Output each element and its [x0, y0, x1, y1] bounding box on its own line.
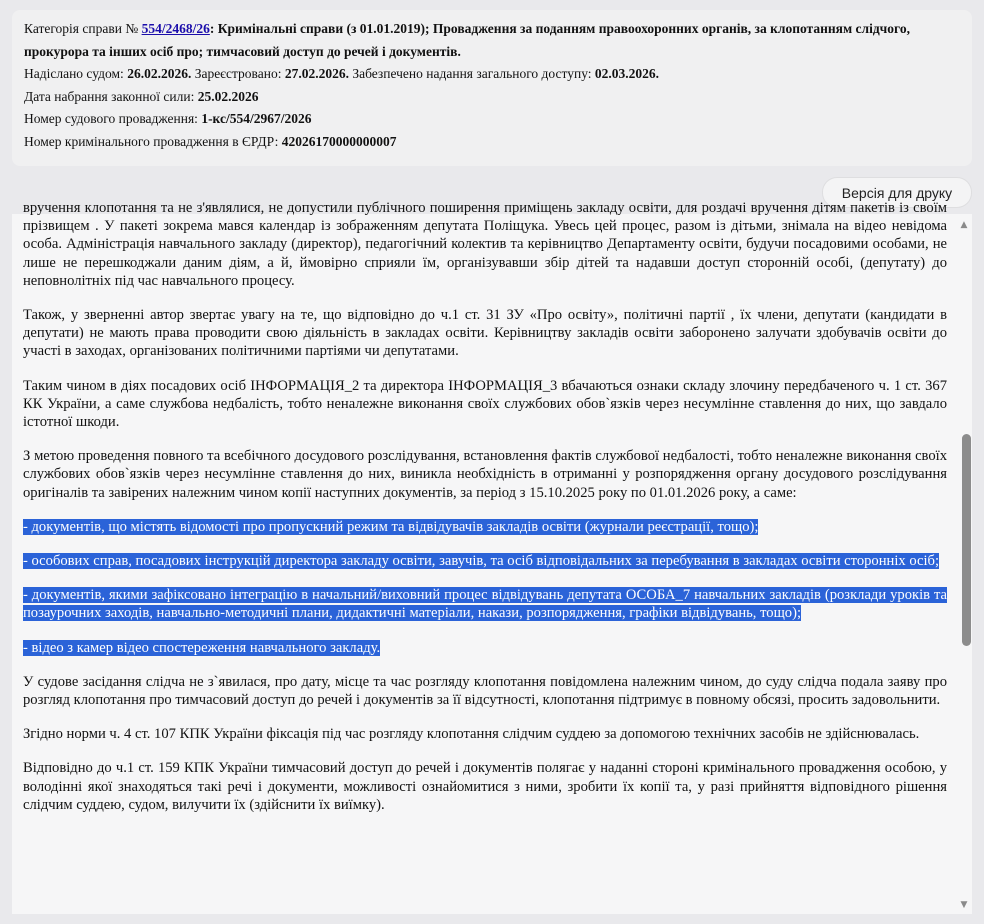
access-date: 02.03.2026.	[594, 66, 660, 81]
category-text-2: прокурора та інших осіб про; тимчасовий доступ до речей і документів.	[24, 43, 461, 59]
sent-label: Надіслано судом:	[24, 66, 128, 81]
paragraph: З метою проведення повного та всебічного досудового розслідування, встановлення фактів службової недбалості, тобто неналежне виконання своїх службових обов`язків через несумлінне ставлення до них, виникла необхідність в отриманні у розпорядження органу досудового розслідування оригіналів та завірених належним чином копії наступних документів, за період з 15.10.2025 року по 01.01.2026 року, а саме:	[23, 448, 947, 501]
dates-line	[24, 63, 960, 86]
proceeding-number-line	[24, 108, 960, 131]
paragraph: Згідно норми ч. 4 ст. 107 КПК України фіксація під час розгляду клопотання слідчим суддею за допомогою технічних засобів не здійснювалась.	[23, 726, 920, 743]
case-number-link[interactable]: 554/2468/26	[141, 21, 210, 36]
case-category-line	[24, 18, 960, 41]
paragraph: Таким чином в діях посадових осіб ІНФОРМАЦІЯ_2 та директора ІНФОРМАЦІЯ_3 вбачаються ознаки складу злочину передбаченого ч. 1 ст. 367 КК України, а саме службова недбалість, тобто неналежне виконання своїх службових обов`язків через несумлінне ставлення до них, що завдало істотної шкоди.	[23, 377, 947, 431]
paragraph: У судове засідання слідча не з`явилася, про дату, місце та час розгляду клопотання повідомлена належним чином, до суду слідча подала заяву про розгляд клопотання про тимчасовий доступ до речей і документів за її відсутності, клопотання підтримує в повному обсязі, просить задовольнити.	[23, 673, 947, 709]
effective-date: 25.02.2026	[197, 88, 259, 104]
category-text: : Кримінальні справи (з 01.01.2019); Провадження за поданням правоохоронних органів, за клопотанням слідчого,	[209, 21, 910, 36]
selected-text: - особових справ, посадових інструкцій директора закладу освіти, завучів, та осіб відповідальних за перебування в закладах освіти сторонніх осіб;	[23, 553, 940, 570]
case-metadata-panel	[12, 10, 972, 166]
registered-date: 27.02.2026.	[284, 66, 349, 81]
paragraph: вручення клопотання та не з'являлися, не допустили публічного поширення приміщень закладу освіти, для роздачі вручення дітям пакетів із своїм прізвищем . У пакеті зокрема мався календар із зображенням депутата Поліщука. Увесь цей процес, разом із дітьми, знімала на відео невідома особа. Адміністрація навчального закладу (директор), педагогічний колектив та керівництво Департаменту освіти, будучи посадовими особами, не лише не перешкоджали даним діям, а й, ймовірно сприяли їм, організувавши збір дітей та надавши доступ сторонній особі, (депутату) до неповнолітніх під час навчального процесу.	[23, 200, 947, 289]
scroll-up-arrow-icon[interactable]: ▲	[960, 220, 968, 230]
highlighted-list-item	[23, 639, 947, 657]
access-label: Забезпечено надання загального доступу:	[348, 66, 595, 81]
print-version-button[interactable]: Версія для друку	[823, 178, 971, 207]
highlighted-list-item	[23, 518, 947, 536]
effective-label: Дата набрання законної сили:	[24, 88, 198, 104]
sent-date: 26.02.2026.	[127, 66, 192, 81]
case-category-line-2	[24, 41, 960, 64]
proceeding-label: Номер судового провадження:	[24, 111, 202, 126]
effective-date-line	[24, 86, 960, 109]
proceeding-number: 1-кс/554/2967/2026	[201, 111, 312, 126]
erdr-number: 42026170000000007	[281, 133, 397, 149]
highlighted-list-item	[23, 552, 947, 570]
scroll-down-arrow-icon[interactable]: ▼	[960, 900, 968, 910]
highlighted-list-item	[23, 586, 947, 622]
registered-label: Зареєстровано:	[191, 66, 285, 81]
paragraph: Відповідно до ч.1 ст. 159 КПК України тимчасовий доступ до речей і документів полягає у наданні стороні кримінального провадження особою, у володінні якої знаходяться такі речі і документи, можливості ознайомитися з ними, зробити їх копії та, у разі прийняття відповідного рішення слідчим суддею, судом, вилучити їх (здійснити їх виїмку).	[23, 760, 947, 813]
scrollbar-thumb[interactable]	[962, 434, 971, 646]
selected-text: - документів, що містять відомості про пропускний режим та відвідувачів закладів освіти (журнали реєстрації, тощо);	[23, 518, 759, 535]
document-text	[23, 199, 947, 830]
paragraph: Також, у зверненні автор звертає увагу на те, що відповідно до ч.1 ст. 31 ЗУ «Про освіту», політичні партії , їх члени, депутати (кандидати в депутати) не мають права проводити свою діяльність в закладах освіти. Керівництву закладів освіти заборонено залучати здобувачів освіти до участі в заходах, організованих політичними партіями чи депутатами.	[23, 307, 947, 360]
erdr-label: Номер кримінального провадження в ЄРДР:	[24, 133, 282, 149]
vertical-scrollbar[interactable]	[956, 214, 972, 914]
selected-text: - відео з камер відео спостереження навчального закладу.	[23, 639, 381, 656]
category-label: Категорія справи №	[24, 21, 142, 36]
document-viewer[interactable]	[12, 200, 972, 914]
selected-text: - документів, якими зафіксовано інтеграцію в начальний/виховний процес відвідувань депутата ОСОБА_7 навчальних закладів (розклади уроків та позаурочних заходів, навчально-методичні плани, дидактичні матеріали, накази, розпорядження, графіки відвідувань, тощо);	[23, 587, 947, 622]
erdr-number-line	[24, 131, 960, 154]
